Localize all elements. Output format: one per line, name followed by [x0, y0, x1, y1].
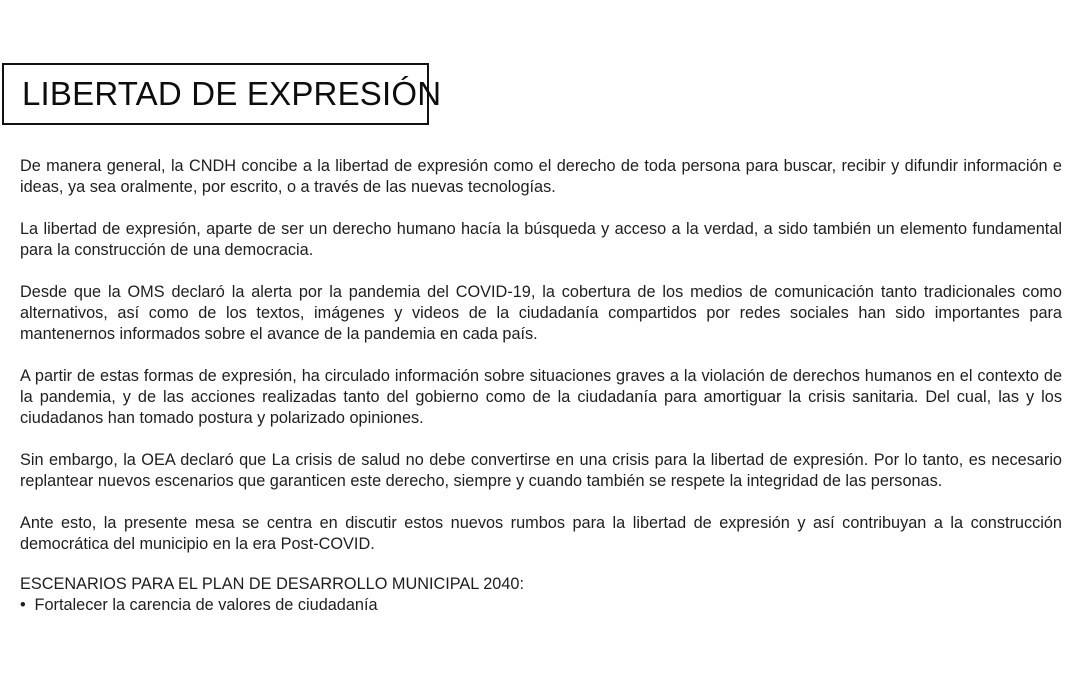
- paragraph-6: Ante esto, la presente mesa se centra en discutir estos nuevos rumbos para la libertad de expresión y así contribuyan a la construcción democrática del municipio en la era Post-COVID.: [20, 514, 1062, 553]
- scenario-text: Fortalecer la carencia de valores de ciudadanía: [34, 596, 378, 614]
- paragraph-5: Sin embargo, la OEA declaró que La crisis de salud no debe convertirse en una crisis para la libertad de expresión. Por lo tanto, es necesario replantear nuevos escenarios que garanticen este derecho, siempre y cuando también se respete la integridad de las personas.: [20, 451, 1062, 490]
- scenarios-list: [20, 595, 1062, 616]
- document-body: [20, 156, 1062, 616]
- page-title: LIBERTAD DE EXPRESIÓN: [22, 75, 442, 112]
- paragraph-4: A partir de estas formas de expresión, ha circulado información sobre situaciones graves a la violación de derechos humanos en el contexto de la pandemia, y de las acciones realizadas tanto del gobierno como de la ciudadanía para amortiguar la crisis sanitaria. Del cual, las y los ciudadanos han tomado postura y polarizado opiniones.: [20, 367, 1062, 427]
- paragraph-2: La libertad de expresión, aparte de ser un derecho humano hacía la búsqueda y acceso a la verdad, a sido también un elemento fundamental para la construcción de una democracia.: [20, 220, 1062, 259]
- title-box: [2, 63, 442, 125]
- paragraph-3: Desde que la OMS declaró la alerta por la pandemia del COVID-19, la cobertura de los medios de comunicación tanto tradicionales como alternativos, así como de los textos, imágenes y videos de la ciudadanía compartidos por redes sociales han sido importantes para mantenernos informados sobre el avance de la pandemia en cada país.: [20, 283, 1062, 343]
- scenarios-heading: ESCENARIOS PARA EL PLAN DE DESARROLLO MUNICIPAL 2040:: [20, 575, 524, 593]
- bullet-icon: •: [20, 596, 26, 614]
- list-item: [20, 595, 1062, 616]
- paragraph-1: De manera general, la CNDH concibe a la libertad de expresión como el derecho de toda persona para buscar, recibir y difundir información e ideas, ya sea oralmente, por escrito, o a través de las nuevas tecnologías.: [20, 157, 1062, 196]
